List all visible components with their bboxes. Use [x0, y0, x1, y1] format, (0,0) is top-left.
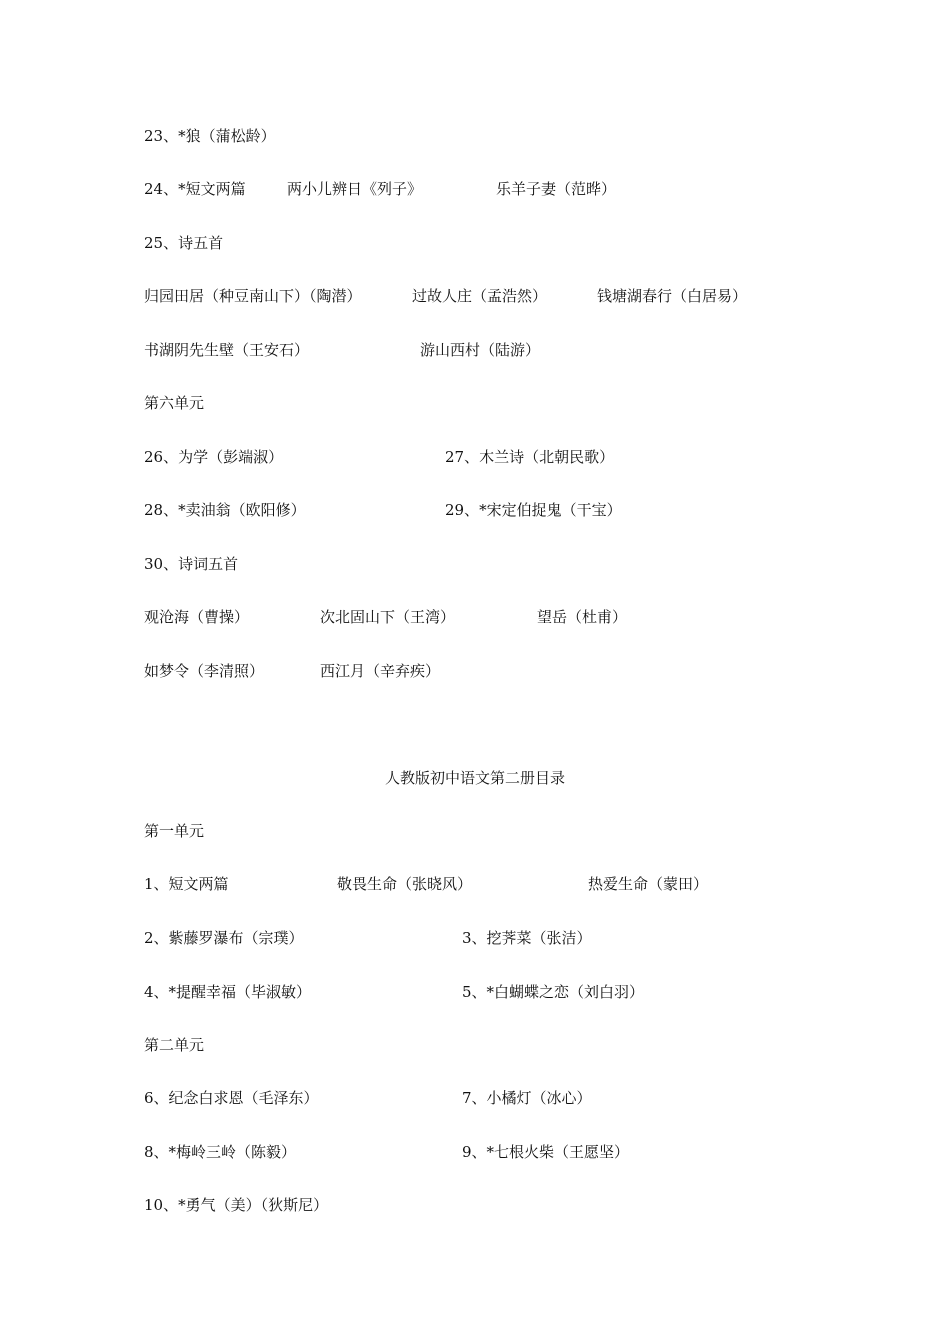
toc-entry: 30、诗词五首	[144, 555, 239, 573]
toc-entry: 望岳（杜甫）	[537, 608, 628, 626]
toc-entry: 26、为学（彭端淑）	[144, 448, 284, 466]
toc-entry: 书湖阴先生壁（王安石）	[144, 341, 310, 359]
toc-entry: 29、*宋定伯捉鬼（干宝）	[445, 501, 622, 519]
toc-entry: 观沧海（曹操）	[144, 608, 250, 626]
toc-entry: 10、*勇气（美）（狄斯尼）	[144, 1196, 329, 1214]
toc-entry: 2、紫藤罗瀑布（宗璞）	[144, 929, 304, 947]
toc-entry: 24、*短文两篇	[144, 180, 246, 198]
toc-entry: 27、木兰诗（北朝民歌）	[445, 448, 615, 466]
toc-entry: 7、小橘灯（冰心）	[462, 1089, 592, 1107]
toc-entry: 4、*提醒幸福（毕淑敏）	[144, 983, 312, 1001]
toc-entry: 钱塘湖春行（白居易）	[597, 287, 748, 305]
toc-entry: 5、*白蝴蝶之恋（刘白羽）	[462, 983, 645, 1001]
toc-entry: 游山西村（陆游）	[420, 341, 541, 359]
toc-entry: 25、诗五首	[144, 234, 224, 252]
toc-entry: 6、纪念白求恩（毛泽东）	[144, 1089, 319, 1107]
toc-entry: 两小儿辨日《列子》	[287, 180, 423, 198]
toc-entry: 8、*梅岭三岭（陈毅）	[144, 1143, 297, 1161]
toc-entry: 3、挖荠菜（张洁）	[462, 929, 592, 947]
toc-entry: 敬畏生命（张晓风）	[337, 875, 473, 893]
unit-heading: 第二单元	[144, 1036, 205, 1054]
toc-entry: 28、*卖油翁（欧阳修）	[144, 501, 306, 519]
toc-entry: 23、*狼（蒲松龄）	[144, 127, 276, 145]
toc-entry: 过故人庄（孟浩然）	[412, 287, 548, 305]
toc-entry: 1、短文两篇	[144, 875, 229, 893]
unit-heading: 第六单元	[144, 394, 205, 412]
toc-entry: 次北固山下（王湾）	[320, 608, 456, 626]
toc-entry: 乐羊子妻（范晔）	[496, 180, 617, 198]
toc-entry: 归园田居（种豆南山下）（陶潜）	[144, 287, 362, 305]
page-title: 人教版初中语文第二册目录	[384, 769, 565, 787]
toc-entry: 西江月（辛弃疾）	[320, 662, 441, 680]
toc-entry: 热爱生命（蒙田）	[588, 875, 709, 893]
toc-entry: 如梦令（李清照）	[144, 662, 265, 680]
unit-heading: 第一单元	[144, 822, 205, 840]
toc-entry: 9、*七根火柴（王愿坚）	[462, 1143, 630, 1161]
